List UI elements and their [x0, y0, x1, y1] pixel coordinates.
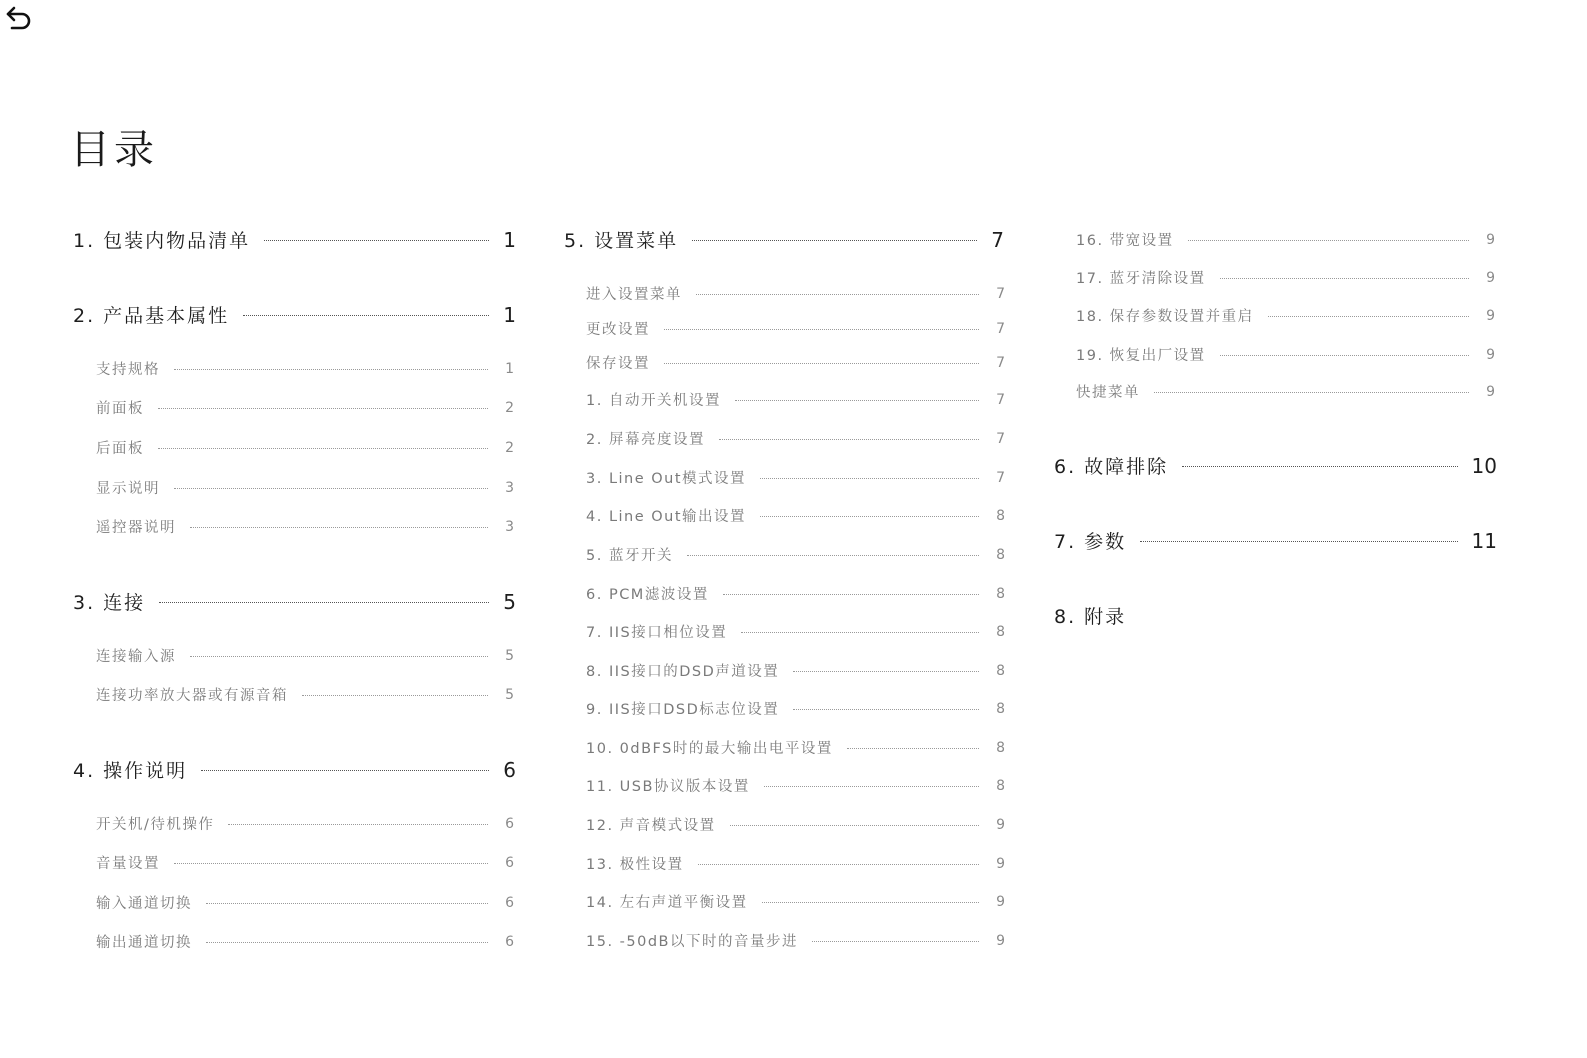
leader-dots: [174, 488, 488, 489]
toc-entry-label: 2. 屏幕亮度设置: [586, 432, 705, 448]
toc-entry[interactable]: [586, 814, 1005, 835]
leader-dots: [730, 825, 979, 826]
leader-dots: [1188, 240, 1469, 241]
leader-dots: [174, 863, 488, 864]
back-arrow-icon: [4, 4, 34, 32]
leader-dots: [1268, 316, 1469, 317]
toc-entry[interactable]: [73, 756, 516, 783]
toc-entry-label: 5. 设置菜单: [564, 230, 679, 252]
toc-entry-label: 8. IIS接口的DSD声道设置: [586, 664, 780, 680]
toc-entry-page: 6: [505, 854, 514, 871]
toc-entry-label: 更改设置: [586, 322, 650, 338]
toc-entry-page: 5: [505, 647, 514, 664]
toc-entry-label: 后面板: [96, 441, 144, 457]
toc-entry[interactable]: [586, 318, 1005, 339]
leader-dots: [206, 903, 488, 904]
toc-entry-page: 10: [1471, 453, 1497, 478]
toc-entry[interactable]: [96, 931, 514, 952]
toc-entry[interactable]: [586, 352, 1005, 373]
toc-entry-page: 9: [1486, 269, 1495, 286]
leader-dots: [302, 695, 488, 696]
leader-dots: [243, 315, 489, 316]
leader-dots: [206, 942, 488, 943]
toc-entry[interactable]: [96, 437, 514, 458]
toc-entry[interactable]: [73, 301, 516, 328]
toc-entry-page: 8: [996, 585, 1005, 602]
toc-entry-label: 2. 产品基本属性: [73, 305, 230, 327]
toc-entry-label: 6. 故障排除: [1054, 456, 1169, 478]
toc-entry[interactable]: [96, 516, 514, 537]
leader-dots: [190, 527, 488, 528]
toc-entry-page: 5: [505, 686, 514, 703]
toc-entry-page: 8: [996, 739, 1005, 756]
toc-entry-label: 5. 蓝牙开关: [586, 548, 673, 564]
toc-entry-label: 3. 连接: [73, 592, 146, 614]
toc-entry-page: 9: [996, 893, 1005, 910]
leader-dots: [698, 864, 979, 865]
page-title: 目录: [70, 127, 158, 173]
toc-entry[interactable]: [586, 283, 1005, 304]
toc-entry-page: 8: [996, 546, 1005, 563]
toc-entry-label: 7. 参数: [1054, 531, 1127, 553]
toc-entry[interactable]: [586, 389, 1005, 410]
leader-dots: [664, 363, 979, 364]
toc-entry-page: 8: [996, 662, 1005, 679]
leader-dots: [1140, 541, 1457, 542]
leader-dots: [190, 656, 488, 657]
leader-dots: [762, 902, 979, 903]
toc-entry-page: 11: [1471, 528, 1497, 553]
toc-entry-label: 保存设置: [586, 356, 650, 372]
leader-dots: [174, 369, 488, 370]
toc-entry[interactable]: [586, 737, 1005, 758]
toc-entry[interactable]: [586, 621, 1005, 642]
leader-dots: [158, 408, 488, 409]
toc-entry-page: 3: [505, 479, 514, 496]
leader-dots: [687, 555, 979, 556]
toc-entry[interactable]: [96, 645, 514, 666]
toc-entry[interactable]: [564, 226, 1004, 253]
toc-entry-page: 6: [505, 933, 514, 950]
toc-entry-label: 输出通道切换: [96, 935, 192, 951]
toc-entry-page: 7: [996, 469, 1005, 486]
leader-dots: [228, 824, 488, 825]
leader-dots: [760, 516, 979, 517]
toc-entry-label: 9. IIS接口DSD标志位设置: [586, 702, 780, 718]
leader-dots: [812, 941, 979, 942]
toc-entry-page: 9: [996, 932, 1005, 949]
toc-entry-label: 18. 保存参数设置并重启: [1076, 309, 1254, 325]
leader-dots: [692, 240, 977, 241]
leader-dots: [847, 748, 979, 749]
leader-dots: [793, 709, 979, 710]
toc-entry-page: 8: [996, 507, 1005, 524]
toc-entry[interactable]: [96, 813, 514, 834]
toc-entry-page: 5: [503, 589, 516, 614]
leader-dots: [764, 786, 979, 787]
toc-entry[interactable]: [96, 397, 514, 418]
toc-entry-page: 6: [505, 894, 514, 911]
toc-entry[interactable]: [586, 467, 1005, 488]
toc-entry[interactable]: [96, 684, 514, 705]
back-button[interactable]: [4, 4, 36, 34]
toc-entry[interactable]: [73, 226, 516, 253]
toc-entry-label: 支持规格: [96, 362, 160, 378]
toc-entry-label: 10. 0dBFS时的最大输出电平设置: [586, 741, 833, 757]
toc-entry-label: 开关机/待机操作: [96, 817, 215, 833]
toc-entry-label: 16. 带宽设置: [1076, 233, 1174, 249]
toc-entry[interactable]: [73, 588, 516, 615]
leader-dots: [159, 602, 489, 603]
toc-entry-label: 前面板: [96, 401, 144, 417]
leader-dots: [793, 671, 979, 672]
leader-dots: [760, 478, 979, 479]
toc-entry-label: 1. 自动开关机设置: [586, 393, 721, 409]
toc-entry-page: 9: [1486, 231, 1495, 248]
toc-entry[interactable]: [1076, 305, 1495, 326]
toc-entry-label: 8. 附录: [1054, 606, 1127, 628]
toc-entry-label: 14. 左右声道平衡设置: [586, 895, 748, 911]
leader-dots: [158, 448, 488, 449]
toc-entry-page: 7: [991, 227, 1004, 252]
toc-entry[interactable]: [1054, 527, 1497, 554]
toc-entry-page: 2: [505, 399, 514, 416]
toc-entry[interactable]: [1054, 452, 1497, 479]
toc-entry-label: 4. 操作说明: [73, 760, 188, 782]
toc-entry[interactable]: [586, 930, 1005, 951]
toc-entry-label: 13. 极性设置: [586, 857, 684, 873]
toc-entry[interactable]: [96, 852, 514, 873]
leader-dots: [723, 594, 979, 595]
toc-entry-label: 15. -50dB以下时的音量步进: [586, 934, 799, 950]
leader-dots: [696, 294, 979, 295]
toc-entry-page: 1: [505, 360, 514, 377]
toc-entry-page: 9: [996, 855, 1005, 872]
leader-dots: [264, 240, 489, 241]
toc-entry-label: 进入设置菜单: [586, 287, 682, 303]
toc-entry[interactable]: [1076, 344, 1495, 365]
toc-entry-page: 8: [996, 623, 1005, 640]
toc-entry-page: 2: [505, 439, 514, 456]
toc-entry-page: 7: [996, 354, 1005, 371]
toc-entry-label: 3. Line Out模式设置: [586, 471, 747, 487]
leader-dots: [1154, 392, 1469, 393]
toc-entry[interactable]: [1054, 602, 1126, 629]
toc-entry-page: 9: [996, 816, 1005, 833]
toc-entry-label: 显示说明: [96, 481, 160, 497]
toc-entry[interactable]: [586, 698, 1005, 719]
toc-entry-label: 快捷菜单: [1076, 385, 1140, 401]
toc-entry-label: 7. IIS接口相位设置: [586, 625, 728, 641]
toc-entry-page: 9: [1486, 307, 1495, 324]
toc-entry[interactable]: [586, 891, 1005, 912]
leader-dots: [1220, 355, 1469, 356]
toc-entry-label: 17. 蓝牙清除设置: [1076, 271, 1206, 287]
toc-entry-label: 遥控器说明: [96, 520, 176, 536]
toc-entry[interactable]: [586, 505, 1005, 526]
leader-dots: [1220, 278, 1469, 279]
leader-dots: [1182, 466, 1457, 467]
toc-entry-page: 8: [996, 700, 1005, 717]
toc-entry-label: 4. Line Out输出设置: [586, 509, 747, 525]
toc-entry-page: 1: [503, 227, 516, 252]
toc-entry-page: 7: [996, 285, 1005, 302]
toc-entry[interactable]: [586, 428, 1005, 449]
toc-entry[interactable]: [586, 660, 1005, 681]
leader-dots: [741, 632, 979, 633]
toc-entry[interactable]: [586, 544, 1005, 565]
toc-entry[interactable]: [1076, 267, 1495, 288]
toc-entry-label: 1. 包装内物品清单: [73, 230, 251, 252]
toc-entry-page: 6: [505, 815, 514, 832]
leader-dots: [735, 400, 979, 401]
toc-entry[interactable]: [96, 477, 514, 498]
toc-entry-label: 6. PCM滤波设置: [586, 587, 709, 603]
leader-dots: [719, 439, 979, 440]
toc-entry-page: 6: [503, 757, 516, 782]
toc-entry-page: 9: [1486, 383, 1495, 400]
toc-entry-label: 19. 恢复出厂设置: [1076, 348, 1206, 364]
toc-entry[interactable]: [1076, 381, 1495, 402]
toc-entry-page: 1: [503, 302, 516, 327]
toc-entry-label: 输入通道切换: [96, 896, 192, 912]
toc-entry-label: 音量设置: [96, 856, 160, 872]
toc-entry[interactable]: [96, 358, 514, 379]
toc-entry[interactable]: [586, 583, 1005, 604]
toc-entry-page: 9: [1486, 346, 1495, 363]
toc-entry[interactable]: [96, 892, 514, 913]
toc-entry-page: 3: [505, 518, 514, 535]
toc-entry-label: 12. 声音模式设置: [586, 818, 716, 834]
toc-entry[interactable]: [1076, 229, 1495, 250]
toc-entry[interactable]: [586, 775, 1005, 796]
toc-entry-page: 7: [996, 430, 1005, 447]
leader-dots: [664, 329, 979, 330]
toc-entry-page: 7: [996, 391, 1005, 408]
toc-entry-label: 11. USB协议版本设置: [586, 779, 750, 795]
toc-entry-label: 连接输入源: [96, 649, 176, 665]
toc-entry-label: 连接功率放大器或有源音箱: [96, 688, 288, 704]
toc-entry-page: 7: [996, 320, 1005, 337]
leader-dots: [201, 770, 489, 771]
toc-entry-page: 8: [996, 777, 1005, 794]
toc-entry[interactable]: [586, 853, 1005, 874]
